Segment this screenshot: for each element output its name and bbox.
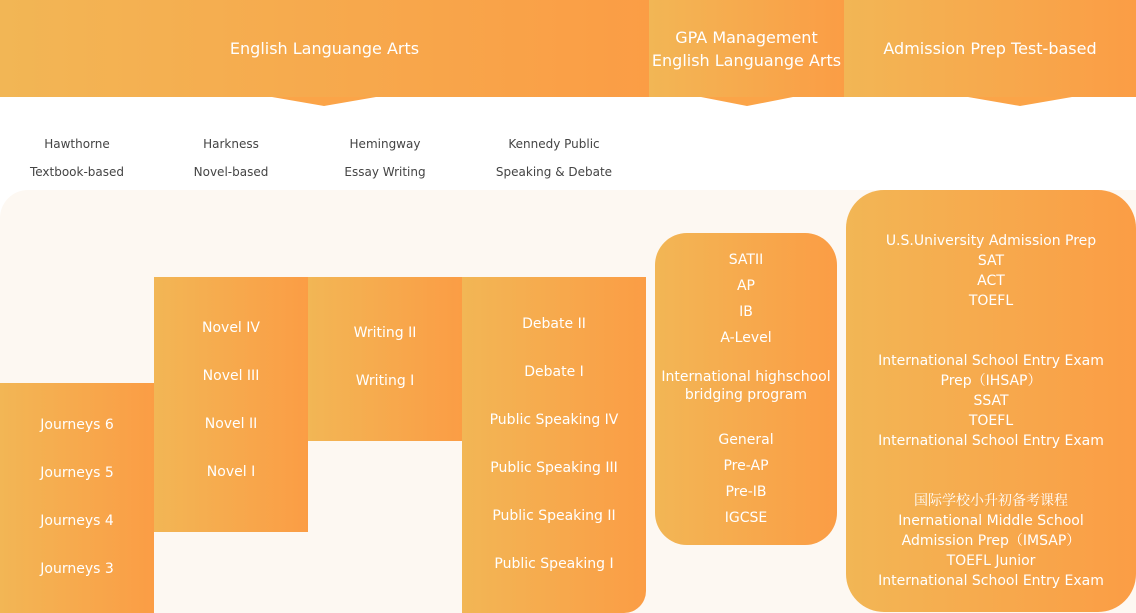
admission-item: ACT	[977, 273, 1005, 289]
writing-column	[308, 277, 462, 441]
novel-item: Novel IV	[202, 320, 260, 336]
gpa-item: General	[718, 432, 774, 448]
novel-item: Novel I	[206, 464, 256, 480]
gpa-item: IB	[739, 304, 753, 320]
admission-item: TOEFL	[968, 413, 1014, 429]
header-gpa-pointer	[701, 97, 793, 106]
debate-item: Debate I	[524, 364, 584, 380]
header-ela	[0, 0, 649, 97]
novel-column	[154, 277, 308, 532]
header-ela-label: English Languange Arts	[229, 39, 420, 58]
gpa-item: Pre-AP	[723, 458, 769, 474]
header-gpa	[649, 0, 844, 97]
subheader-hawthorne-line: Hawthorne	[44, 137, 110, 151]
subheader-hemingway-line: Essay Writing	[344, 165, 426, 179]
subheader-hemingway	[325, 123, 445, 193]
journeys-column	[0, 383, 154, 613]
debate-item: Public Speaking III	[490, 460, 618, 476]
subheader-hemingway-line: Hemingway	[349, 137, 421, 151]
debate-column	[462, 277, 646, 613]
debate-item: Public Speaking II	[492, 508, 616, 524]
gpa-item: IGCSE	[724, 510, 768, 526]
header-ela-pointer	[272, 97, 376, 106]
journeys-item: Journeys 5	[40, 465, 114, 481]
admission-item: International School Entry Exam	[878, 433, 1104, 449]
debate-item: Public Speaking IV	[489, 412, 619, 428]
gpa-item: AP	[736, 278, 756, 294]
gpa-item: Pre-IB	[725, 484, 767, 500]
admission-item: SSAT	[973, 393, 1009, 409]
admission-item: SAT	[977, 253, 1005, 269]
writing-item: Writing I	[355, 373, 415, 389]
gpa-item: bridging program	[684, 387, 808, 403]
admission-item: TOEFL Junior	[946, 553, 1036, 569]
debate-item: Public Speaking I	[494, 556, 614, 572]
admission-item: International School Entry Exam	[878, 353, 1104, 369]
journeys-item: Journeys 3	[40, 561, 114, 577]
gpa-item: A-Level	[720, 330, 772, 346]
gpa-box	[655, 233, 837, 545]
novel-item: Novel II	[204, 416, 258, 432]
subheader-harkness-line: Novel-based	[193, 165, 269, 179]
writing-item: Writing II	[353, 325, 417, 341]
header-gpa-line2: English Languange Arts	[651, 50, 842, 70]
header-gpa-line1: GPA Management	[675, 27, 818, 47]
gpa-item: SATII	[728, 252, 764, 268]
novel-item: Novel III	[202, 368, 260, 384]
admission-item: Admission Prep（IMSAP）	[901, 533, 1081, 549]
admission-item: U.S.University Admission Prep	[885, 233, 1097, 249]
admission-item: 国际学校小升初备考课程	[914, 493, 1068, 509]
header-admission	[844, 0, 1136, 97]
subheader-kennedy	[489, 123, 619, 193]
subheader-kennedy-line: Speaking & Debate	[495, 165, 613, 179]
admission-item: TOEFL	[968, 293, 1014, 309]
gpa-item: International highschool	[661, 369, 831, 385]
journeys-item: Journeys 4	[40, 513, 114, 529]
header-admission-pointer	[968, 97, 1072, 106]
admission-item: International School Entry Exam	[878, 573, 1104, 589]
admission-item: Inernational Middle School	[898, 513, 1084, 529]
debate-item: Debate II	[522, 316, 586, 332]
subheader-harkness-line: Harkness	[203, 137, 259, 151]
header-admission-label: Admission Prep Test-based	[883, 39, 1097, 58]
journeys-item: Journeys 6	[40, 417, 114, 433]
admission-box	[846, 190, 1136, 612]
admission-item: Prep（IHSAP）	[940, 373, 1042, 389]
subheader-hawthorne-line: Textbook-based	[29, 165, 125, 179]
subheader-kennedy-line: Kennedy Public	[508, 137, 600, 151]
